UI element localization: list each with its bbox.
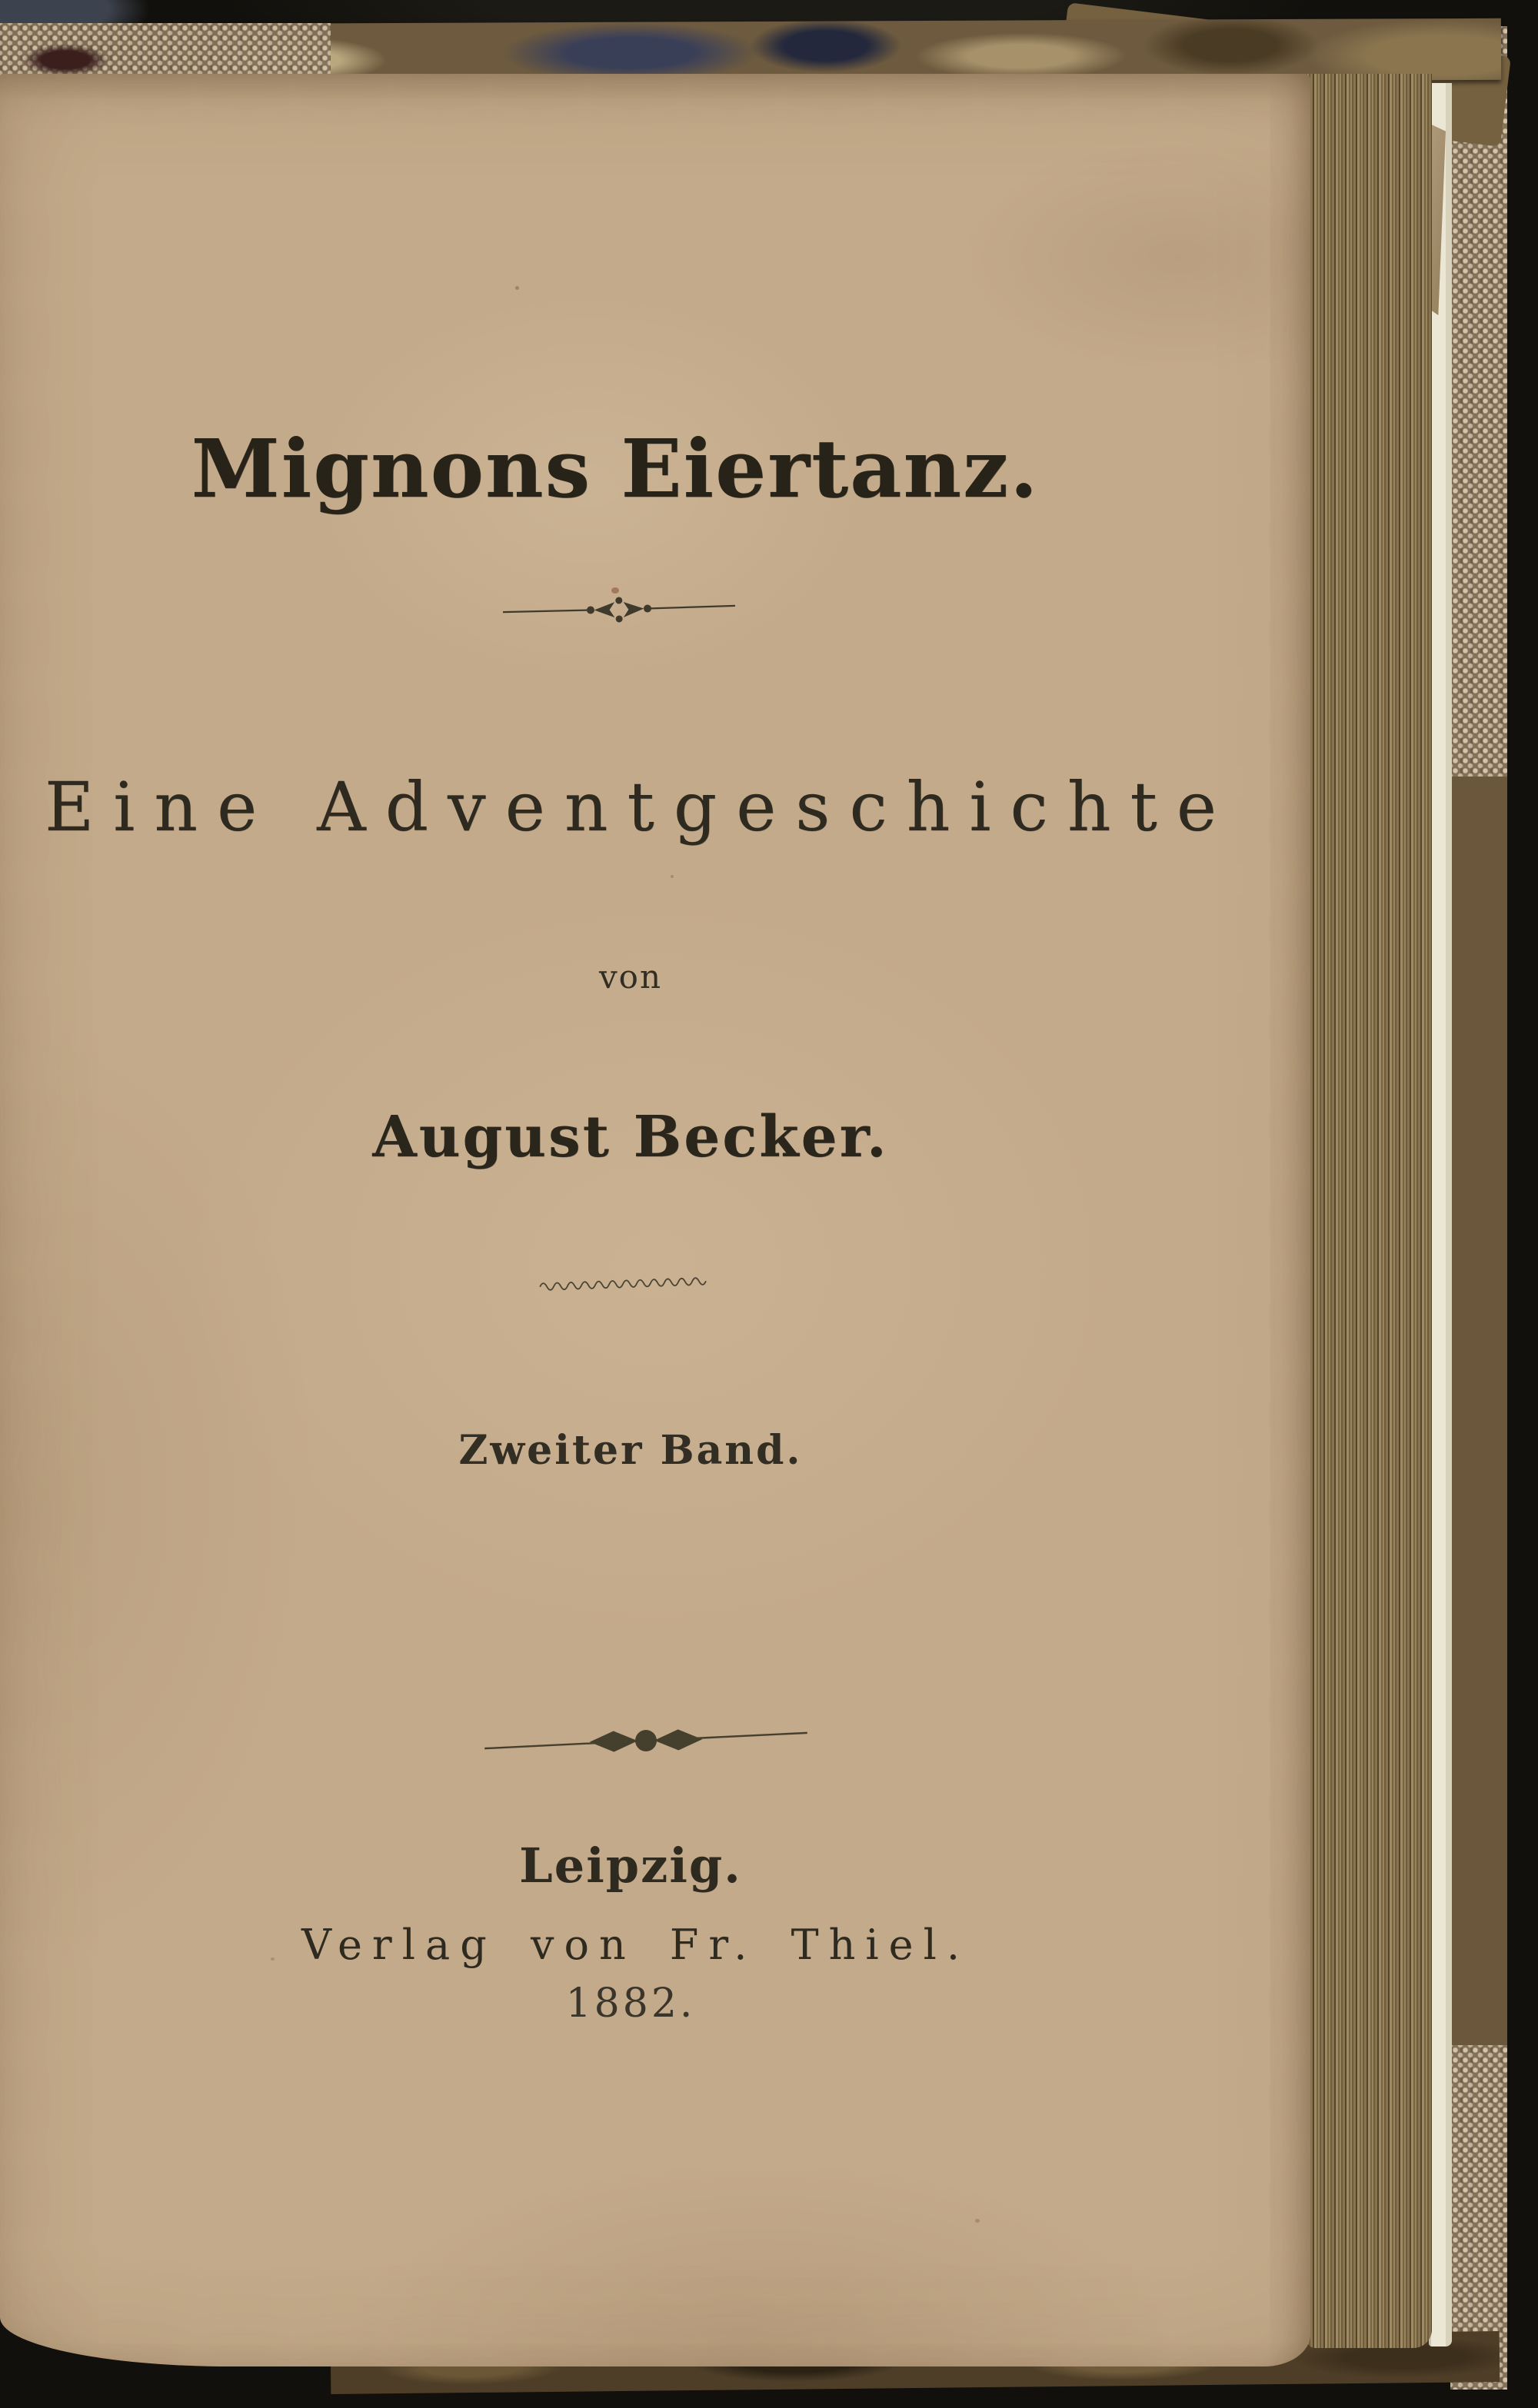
- wavy-rule: [538, 1270, 708, 1295]
- imprint-divider-ornament: [482, 1715, 809, 1766]
- paper-speck: [975, 2219, 980, 2223]
- paper-speck: [271, 1957, 275, 1961]
- imprint-place: Leipzig.: [519, 1838, 742, 1894]
- title-divider-ornament: [500, 593, 739, 627]
- cover-right-marble-patch: [1449, 777, 1507, 2045]
- paper-speck: [671, 875, 674, 878]
- author-name: August Becker.: [372, 1104, 889, 1170]
- title-page: [0, 74, 1310, 2366]
- paper-speck: [611, 587, 619, 594]
- volume-label: Zweiter Band.: [458, 1427, 803, 1474]
- imprint-publisher: Verlag von Fr. Thiel.: [301, 1921, 970, 1969]
- page-stack-white-edge: [1429, 83, 1452, 2346]
- book-title: Mignons Eiertanz.: [191, 421, 1040, 516]
- subtitle: Eine Adventgeschichte: [45, 767, 1236, 846]
- paper-speck: [515, 286, 519, 290]
- byline-von: von: [598, 958, 663, 996]
- page-stack-fore-edge: [1307, 74, 1432, 2348]
- imprint-year: 1882.: [565, 1981, 696, 2027]
